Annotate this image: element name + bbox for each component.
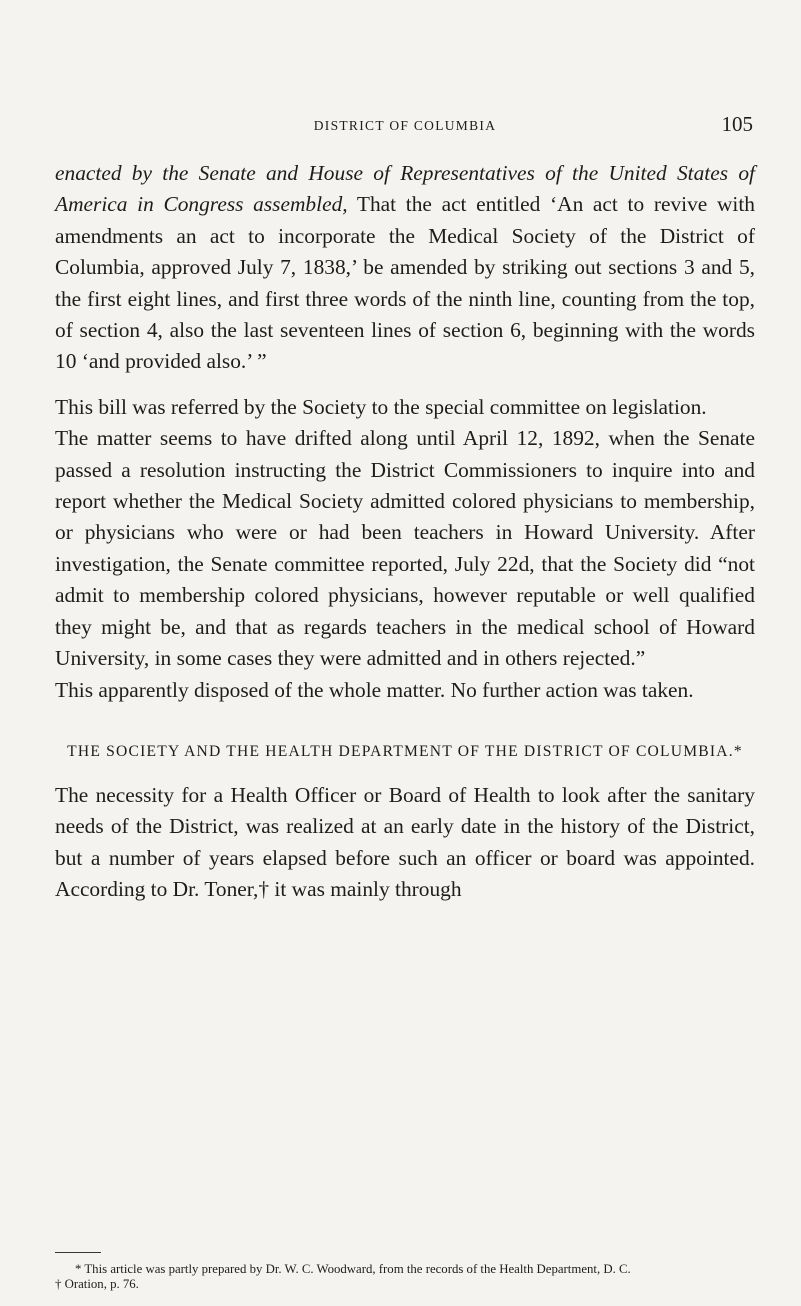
footnote-oration: † Oration, p. 76. (55, 1277, 139, 1292)
paragraph-matter-disposed: This apparently disposed of the whole matter. No further action was taken. (55, 677, 694, 702)
paragraph-senate-resolution: The matter seems to have drifted along until April 12, 1892, when the Senate passed a resolution instructing the District Commissioners to inquire into and report whether the Medical Society admitted colored physicians to membership, or physicians who were or had been teachers in Howard University. After investigation, the Senate committee reported, July 22d, that the Society did “not admit to membership colored physicians, however reputable or well qualified they might be, and that as regards teachers in the medical school of Howard University, in some cases they were admitted and in others rejected.” (55, 426, 755, 671)
footnotes (55, 1262, 755, 1293)
running-title: DISTRICT OF COLUMBIA (313, 118, 497, 133)
body-text (55, 158, 755, 906)
act-text: That the act entitled ‘An act to revive with amendments an act to incorporate the Medical Society of the District of Columbia, approved July 7, 1838,’ be amended by striking out sections 3 and 5, the first eight lines, and first three words of the ninth line, counting from the top, of section 4, also the last seventeen lines of section 6, beginning with the words 10 ‘and provided also.’ ” (55, 192, 755, 374)
paragraph-act-text (55, 158, 755, 378)
page-number: 105 (721, 112, 753, 136)
paragraph-health-officer: The necessity for a Health Officer or Board of Health to look after the sanitary needs of the District, was realized at an early date in the history of the District, but a number of years elapsed before such an officer or board was appointed. According to Dr. Toner,† it was mainly through (55, 782, 755, 902)
footnote-divider (55, 1252, 101, 1253)
running-head (55, 112, 755, 138)
enacting-clause: enacted by the Senate and House of Representatives of the United States of America in Congress assembled, (55, 161, 755, 217)
section-heading: THE SOCIETY AND THE HEALTH DEPARTMENT OF THE DISTRICT OF COLUMBIA.* (67, 742, 743, 760)
paragraph-committee-referral: This bill was referred by the Society to the special committee on legislation. (55, 394, 707, 419)
footnote-article-source: * This article was partly prepared by Dr. W. C. Woodward, from the records of the Health Department, D. C. (75, 1262, 631, 1276)
